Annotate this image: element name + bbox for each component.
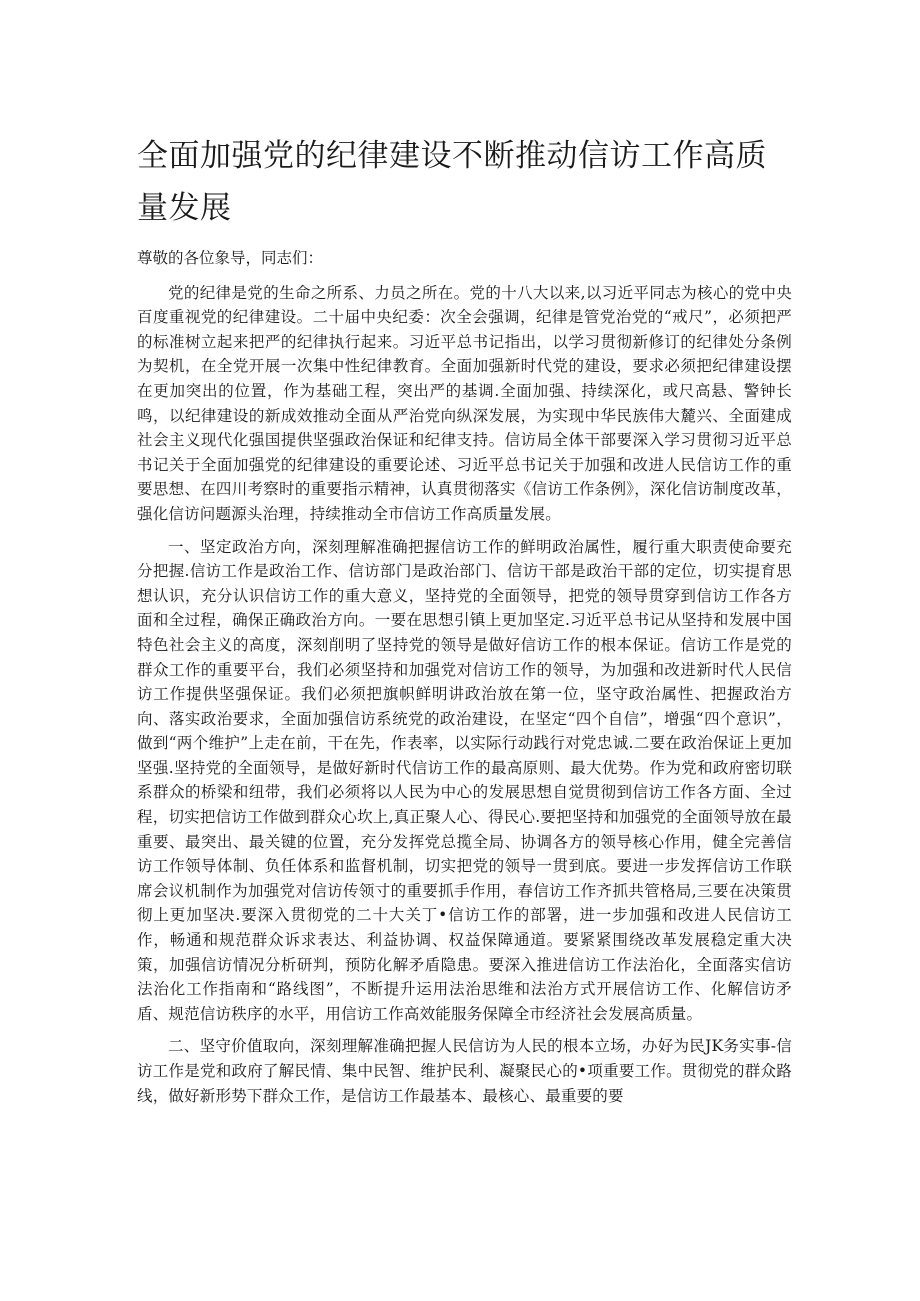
paragraph-intro: 党的纪律是党的生命之所系、力员之所在。党的十八大以来,以习近平同志为核心的党中央百度重视党的纪律建设。二十届中央纪委：次全会强调，纪律是管党治党的“戒尺”，必须把严的标准树立起来把严的纪律执行起来。习近平总书记指出，以学习贯彻新修订的纪律处分条例为契机，在全党开展一次集中性纪律教育。全面加强新时代党的建设，要求必须把纪律建设摆在更加突出的位置，作为基础工程，突出严的基调.全面加强、持续深化，或尺高悬、警钟长鸣，以纪律建设的新成效推动全面从严治党向纵深发展，为实现中华民族伟大麓兴、全面建成社会主义现代化强国提供坚强政治保证和纪律支持。信访局全体干部要深入学习贯彻习近平总书记关于全面加强党的纪律建设的重要论述、习近平总书记关于加强和改进人民信访工作的重要思想、在四川考察时的重要指示精神，认真贯彻落实《信访工作条例》，深化信访制度改革，强化信访问题源头治理，持续推动全市信访工作高质量发展。 xyxy=(137,283,792,523)
document-page xyxy=(137,130,792,1116)
paragraph-section-two: 二、坚守价值取向，深刻理解准确把握人民信访为人民的根本立场，办好为民JK务实事-信访工作是党和政府了解民情、集中民智、维护民利、凝聚民心的•项重要工作。贯彻党的群众路线，做好新形势下群众工作，是信访工作最基本、最核心、最重要的要 xyxy=(137,1037,792,1105)
paragraph-section-one: 一、坚定政治方向，深刻理解准确把握信访工作的鲜明政治属性，履行重大职责使命要充分把握.信访工作是政治工作、信访部门是政治部门、信访干部是政治干部的定位，切实提育思想认识，充分认识信访工作的重大意义，坚持党的全面领导，把党的领导贯穿到信访工作各方面和全过程，确保正确政治方向。一要在思想引镇上更加坚定.习近平总书记从坚持和发展中国特色社会主义的高度，深刻削明了坚持党的领导是做好信访工作的根本保证。信访工作是党的群众工作的重要平台，我们必须坚持和加强党对信访工作的领导，为加强和改进新时代人民信访工作提供坚强保证。我们必须把旗帜鲜明讲政治放在第一位，坚守政治属性、把握政治方向、落实政治要求，全面加强信访系统党的政治建设，在坚定“四个自信”，增强“四个意识”，做到“两个维护”上走在前，干在先，作表率，以实际行动践行对党忠诚.二要在政治保证上更加坚强.坚持党的全面领导，是做好新时代信访工作的最高原则、最大优势。作为党和政府密切联系群众的桥梁和纽带，我们必须将以人民为中心的发展思想自觉贯彻到信访工作各方面、全过程，切实把信访工作做到群众心坎上,真正聚人心、得民心.要把坚持和加强党的全面领导放在最重要、最突出、最关键的位置，充分发挥党总揽全局、协调各方的领导核心作用，健全完善信访工作领导体制、负任体系和监督机制，切实把党的领导一贯到底。要进一步发挥信访工作联席会议机制作为加强党对信访传领寸的重要抓手作用，春信访工作齐抓共管格局,三要在决策贯彻上更加坚决.要深入贯彻党的二十大关丁•信访工作的部署，进一步加强和改进人民信访工作，畅通和规范群众诉求表达、利益协调、权益保障通道。要紧紧围绕改革发展稳定重大决策，加强信访情况分析研判，预防化解矛盾隐患。要深入推进信访工作法治化，全面落实信访法治化工作指南和“路线图”，不断提升运用法治思维和法治方式开展信访工作、化解信访矛盾、规范信访秩序的水平，用信访工作高效能服务保障全市经济社会发展高质量。 xyxy=(137,537,792,1023)
salutation: 尊敬的各位象导，同志们： xyxy=(137,249,324,267)
document-title: 全面加强党的纪律建设不断推动信访工作高质量发展 xyxy=(137,138,767,226)
